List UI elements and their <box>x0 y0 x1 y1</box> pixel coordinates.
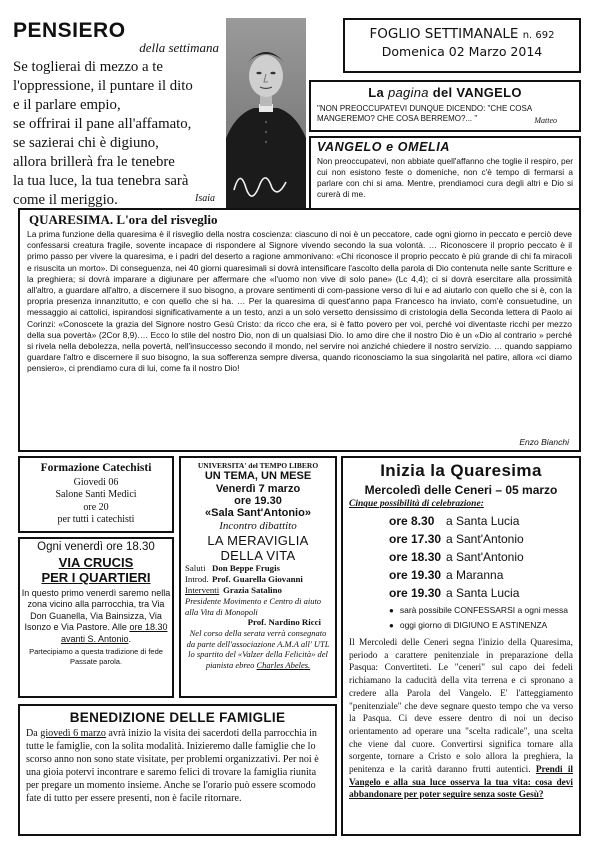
quaresima-author: Enzo Bianchi <box>519 437 569 447</box>
speaker-label: Introd. <box>185 574 209 584</box>
benedizione-title: BENEDIZIONE DELLE FAMIGLIE <box>69 710 286 725</box>
schedule-time: ore 19.30 <box>389 568 442 582</box>
schedule-place: a Santa Lucia <box>446 514 520 528</box>
vangelo-title-italic: pagina <box>387 85 429 100</box>
pensiero-text <box>13 58 223 210</box>
schedule-time: ore 8.30 <box>389 514 435 528</box>
inizia-bullet: ● sarà possibile CONFESSARSI a ogni messa <box>389 603 573 618</box>
universita-speaker-row <box>185 585 331 596</box>
speaker-label: Interventi <box>185 585 220 595</box>
foglio-settimanale-header <box>343 18 581 73</box>
foglio-number: n. 692 <box>522 30 555 41</box>
viacrucis-intro: Ogni venerdì ore 18.30 <box>37 541 155 553</box>
schedule-place: a Santa Lucia <box>446 586 520 600</box>
schedule-place: a Sant'Antonio <box>446 532 524 546</box>
inizia-text-body: Il Mercoledì delle Ceneri segna l'inizio della Quaresima, periodo a carattere penitenziale in preparazione della Pasqua: Convertiteti. Le "ceneri" sul capo dei fedeli richiamano la caducità della vita terrena e ci spronano a credere alla Parola del Vangelo. E' l'atteggiamento "penitenziale" che deve segnare questo tempo che va verso la Pasqua. Ci deve essere dentro di noi un deciso orientamento ad operare una "scelta radicale", una scelta che viene dal cuore. Convertirsi significa tornare alla sorgente, tornare a Cristo e solo allora la preghiera, la penitenza e la carità daranno frutti autentici. <box>349 638 573 776</box>
viacrucis-text-end: . <box>128 633 132 644</box>
pensiero-title: PENSIERO <box>13 19 126 42</box>
inizia-quaresima-section <box>341 456 581 836</box>
quaresima-article <box>18 208 581 452</box>
pensiero-line: Se toglierai di mezzo a te <box>13 59 163 75</box>
schedule-label: Cinque possibilità di celebrazione: <box>349 499 484 509</box>
speaker-name: Prof. Guarella Giovanni <box>212 574 303 584</box>
universita-place: «Sala Sant'Antonio» <box>205 507 311 519</box>
schedule-time: ore 17.30 <box>389 532 442 546</box>
schedule-time: ore 19.30 <box>389 586 442 600</box>
foglio-title-row <box>345 26 579 42</box>
speaker-label: Saluti <box>185 563 206 573</box>
schedule-row <box>389 566 524 584</box>
foglio-title: FOGLIO SETTIMANALE <box>369 26 519 42</box>
universita-title: UN TEMA, UN MESE <box>204 470 312 482</box>
pensiero-section <box>13 18 223 214</box>
schedule-row <box>389 584 524 602</box>
viacrucis-text <box>20 588 172 646</box>
vangelo-title-suffix: del VANGELO <box>432 85 522 100</box>
portrait-svg <box>226 18 306 214</box>
viacrucis-text-part: In questo primo venerdì saremo nella zona vicino alla parrocchia, tra Via Don Guanella, Via Bainsizza, Via Isonzo e Via Pastore. Alle <box>21 587 171 632</box>
schedule-place: a Sant'Antonio <box>446 550 524 564</box>
pensiero-line: allora brillerà fra le tenebre <box>13 154 175 170</box>
pensiero-line: se sazierai chi è digiuno, <box>13 135 159 151</box>
quaresima-title: QUARESIMA. L'ora del risveglio <box>29 212 218 227</box>
viacrucis-note: Partecipiamo a questa tradizione di fede Passate parola. <box>29 647 163 666</box>
inizia-text-emphasis: Prendi il Vangelo e alla sua luce osserva la tua vita: cosa devi abbandonare per poter seguire senza soste Gesù? <box>349 765 573 801</box>
schedule-time: ore 18.30 <box>389 550 442 564</box>
omelia-section <box>309 136 581 212</box>
universita-speaker-row <box>185 574 331 585</box>
satalino-role: Presidente Movimento e Centro di aiuto alla Vita di Monopoli <box>185 596 322 617</box>
pensiero-author: Isaia <box>195 193 215 204</box>
benedizione-text-start: Da <box>26 728 41 739</box>
benedizione-text <box>26 728 329 805</box>
universita-speaker-row <box>185 563 331 574</box>
benedizione-famiglie-section <box>18 704 337 836</box>
formazione-line: Salone Santi Medici <box>55 489 137 500</box>
viacrucis-subtitle: PER I QUARTIERI <box>41 569 151 585</box>
viacrucis-text-underlined: ore 18.30 avanti S. Antonio <box>60 622 168 644</box>
ricci-name: Prof. Nardino Ricci <box>247 617 321 627</box>
universita-topic-line1: LA MERAVIGLIA <box>207 533 309 548</box>
inizia-text <box>349 637 573 802</box>
speaker-name: Grazia Satalino <box>223 585 282 595</box>
schedule-row <box>389 530 524 548</box>
formazione-line: Giovedi 06 <box>73 476 119 488</box>
universita-date: Venerdì 7 marzo <box>215 483 301 495</box>
inizia-bullet: ● oggi giorno di DIGIUNO E ASTINENZA <box>389 618 573 633</box>
priest-portrait-image <box>226 18 306 214</box>
vangelo-title-prefix: La <box>368 85 385 100</box>
schedule-row <box>389 512 524 530</box>
formazione-line: ore 20 <box>83 501 109 513</box>
pensiero-line: la tua luce, la tua tenebra sarà <box>13 173 189 189</box>
omelia-title: VANGELO e OMELIA <box>317 140 450 154</box>
universita-tempo-libero-section <box>179 456 337 698</box>
universita-event-type: Incontro dibattito <box>219 520 297 532</box>
universita-note-underlined: Charles Abeles. <box>256 659 311 670</box>
foglio-date: Domenica 02 Marzo 2014 <box>381 44 543 59</box>
speaker-name: Don Beppe Frugis <box>212 563 280 573</box>
inizia-title: Inizia la Quaresima <box>380 461 542 480</box>
pensiero-line: l'oppressione, il puntare il dito <box>13 78 193 94</box>
pensiero-subtitle: della settimana <box>139 40 219 55</box>
universita-heading: UNIVERSITA' del TEMPO LIBERO <box>197 461 319 470</box>
schedule-row <box>389 548 524 566</box>
formazione-title: Formazione Catechisti <box>40 462 152 474</box>
vangelo-author: Matteo <box>534 116 557 125</box>
schedule-table <box>389 512 524 602</box>
vangelo-title <box>311 85 579 100</box>
formazione-line: per tutti i catechisti <box>57 514 135 525</box>
universita-note <box>185 628 331 670</box>
quaresima-text: La prima funzione della quaresima è il risveglio della nostra coscienza: ciascuno di noi è un peccatore, cade ogni giorno in peccato e perciò deve confessarsi creatura fragile, sovente incapace di rispondere al Signore vivendo secondo la sua volontà. … Riconoscere il proprio peccato è il primo passo per vivere la quaresima, e i padri del deserto a ragione ammonivano: «Chi riconosce il proprio peccato è più grande di chi fa miracoli e risuscita un morto». Di conseguenza, nei 40 giorni quaresimali si dovrà intensificare l'ascolto della parola di Dio contenuta nelle sante Scritture e la preghiera; si dovrà imparare a digiunare per affermare che «l'uomo non vive di solo pane» (Lc 4,4); ci si dovrà esercitare alla prossimità all'altro, a guardare all'altro, a discernere il suo bisogno, a provare sentimenti di com-passione verso di lui e ad aiutarlo con quello che si è, con la propria presenza innanzitutto, e con quello che si ha. … Per la quaresima di quest'anno papa Francesco ha inviato, com'è consuetudine, un messaggio ai cattolici, ispirandosi significativamente a un testo, anzi a un solo versetto densissimo di cristologia della Seconda lettera di Paolo ai Corinzi: «Conoscete la grazia del Signore nostro Gesù Cristo: da ricco che era, si è fatto povero per voi, perché voi diventaste ricchi per mezzo della sua povertà» (2Cor 8,9)…. Ecco lo stile del nostro Dio, non di un qualsiasi Dio. Io amo dire che il nostro Dio è un «Dio al contrario » perché si rivela nella debolezza, nella povertà, nell'insuccesso secondo il mondo, nel servire noi anziché chiedere il nostro servizio. … quando sappiamo guardare l'altro e discernere il suo bisogno, la sua sofferenza sempre diversa, quando riconosciamo la sua singolarità nel patire, allora «ci diamo pensiero», ci prendiamo cura di lui, come fa il nostro Dio! <box>27 229 572 374</box>
schedule-place: a Maranna <box>446 568 504 582</box>
inizia-bullets <box>389 603 573 633</box>
omelia-text: Non preoccupatevi, non abbiate quell'affanno che toglie il respiro, per cui non esistono feste o domeniche, non c'è tempo di fermarsi a parlare con chi si ama. Mentre, prendiamoci cura degli altri e Dio si curerà di me. <box>317 156 573 199</box>
pensiero-line: e il parlare empio, <box>13 97 121 113</box>
via-crucis-section <box>18 537 174 698</box>
viacrucis-title: VIA CRUCIS <box>58 554 134 570</box>
universita-time: ore 19.30 <box>234 495 282 507</box>
vangelo-quote: "NON PREOCCUPATEVI DUNQUE DICENDO: "CHE COSA MANGEREMO? CHE COSA BERREMO?... " <box>317 104 532 123</box>
benedizione-date: giovedì 6 marzo <box>40 728 106 739</box>
inizia-subtitle: Mercoledì delle Ceneri – 05 marzo <box>364 483 558 497</box>
universita-note-text: Nel corso della serata verrà consegnato da parte dell'associazione A.M.A all' UTL lo spartito del «Valzer della Felicità» del pianista ebreo <box>186 628 330 670</box>
vangelo-section <box>309 80 581 132</box>
formazione-catechisti-section <box>18 456 174 533</box>
benedizione-text-body: avrà inizio la visita dei sacerdoti della parrocchia in tutte le famiglie, con la solita modalità. Inizieremo dalle famiglie che lo scorso anno non sono state visitate, per problemi organizzativi. Per noi è una gioia potervi incontrare e saremo felici di trovare la famiglia riunita per pregare un momento insieme. Anche se l'orario può essere scomodo fate di tutto per essere presenti, non è facile ritornare. <box>26 728 319 804</box>
pensiero-line: come il meriggio. <box>13 192 118 208</box>
universita-topic-line2: DELLA VITA <box>220 548 296 563</box>
pensiero-line: se offrirai il pane all'affamato, <box>13 116 192 132</box>
